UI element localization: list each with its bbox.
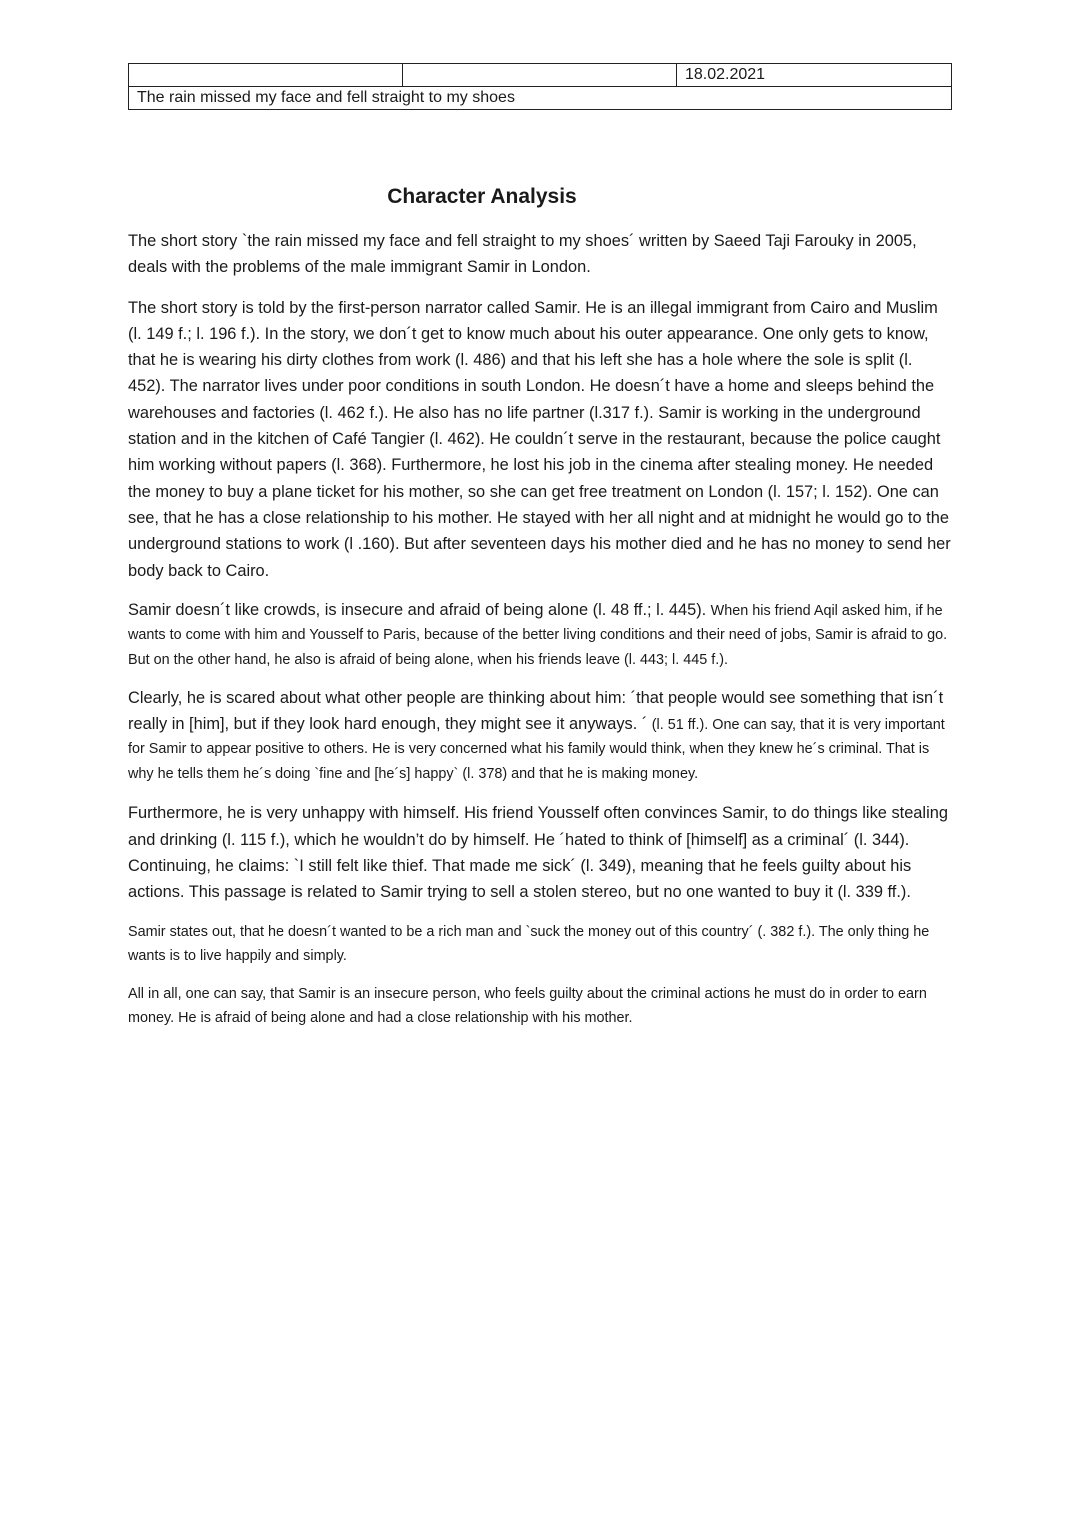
header-cell-1: [129, 64, 403, 87]
paragraph-guilt: Furthermore, he is very unhappy with himself. His friend Yousself often convinces Samir, to do things like stealing and drinking (l. 115 f.), which he wouldn’t do by himself. He ´hated to think of [himself] as a criminal´ (l. 344). Continuing, he claims: `I still felt like thief. That made me sick´ (l. 349), meaning that he feels guilty about his actions. This passage is related to Samir trying to sell a stolen stereo, but no one wanted to buy it (l. 339 ff.).: [128, 804, 948, 902]
paragraph-others-opinion: [128, 686, 953, 786]
header-cell-2: [403, 64, 677, 87]
header-date: 18.02.2021: [677, 64, 952, 87]
header-story-title: The rain missed my face and fell straight to my shoes: [129, 87, 952, 110]
paragraph-insecurity-lead: Samir doesn´t like crowds, is insecure and afraid of being alone (l. 48 ff.; l. 445).: [128, 600, 707, 619]
header-table: [128, 63, 952, 110]
paragraph-conclusion: All in all, one can say, that Samir is an insecure person, who feels guilty about the criminal actions he must do in order to earn money. He is afraid of being alone and had a close relationship with his mother.: [128, 985, 927, 1026]
header-row-1: [129, 64, 952, 87]
header-row-2: [129, 87, 952, 110]
document-title: Character Analysis: [387, 185, 577, 208]
paragraph-insecurity-tail: When his friend Aqil asked him, if he wants to come with him and Yousself to Paris, because of the better living conditions and their need of jobs, Samir is afraid to go. But on the other hand, he also is afraid of being alone, when his friends leave (l. 443; l. 445 f.).: [128, 602, 948, 668]
paragraph-others-opinion-tail: (l. 51 ff.). One can say, that it is very important for Samir to appear positive to others. He is very concerned what his family would think, when they knew he´s criminal. That is why he tells them he´s doing `fine and [he´s] happy` (l. 378) and that he is making money.: [128, 716, 945, 782]
paragraph-others-opinion-lead: Clearly, he is scared about what other people are thinking about him: ´that people would see something that isn´t really in [him], but if they look hard enough, they might see it anyways. ´: [128, 689, 944, 733]
paragraph-intro: The short story `the rain missed my face and fell straight to my shoes´ written by Saeed Taji Farouky in 2005, deals with the problems of the male immigrant Samir in London.: [128, 232, 917, 277]
paragraph-wishes: Samir states out, that he doesn´t wanted to be a rich man and `suck the money out of this country´ (. 382 f.). The only thing he wants is to live happily and simply.: [128, 923, 930, 964]
paragraph-insecurity: [128, 598, 953, 673]
document-body: [128, 228, 953, 1044]
paragraph-narrator: The short story is told by the first-person narrator called Samir. He is an illegal immigrant from Cairo and Muslim (l. 149 f.; l. 196 f.). In the story, we don´t get to know much about his outer appearance. One only gets to know, that he is wearing his dirty clothes from work (l. 486) and that his left she has a hole where the sole is split (l. 452). The narrator lives under poor conditions in south London. He doesn´t have a home and sleeps behind the warehouses and factories (l. 462 f.). He also has no life partner (l.317 f.). Samir is working in the underground station and in the kitchen of Café Tangier (l. 462). He couldn´t serve in the restaurant, because the police caught him working without papers (l. 368). Furthermore, he lost his job in the cinema after stealing money. He needed the money to buy a plane ticket for his mother, so she can get free treatment on London (l. 157; l. 152). One can see, that he has a close relationship to his mother. He stayed with her all night and at midnight he would go to the underground stations to work (l .160). But after seventeen days his mother died and he has no money to send her body back to Cairo.: [128, 298, 951, 580]
